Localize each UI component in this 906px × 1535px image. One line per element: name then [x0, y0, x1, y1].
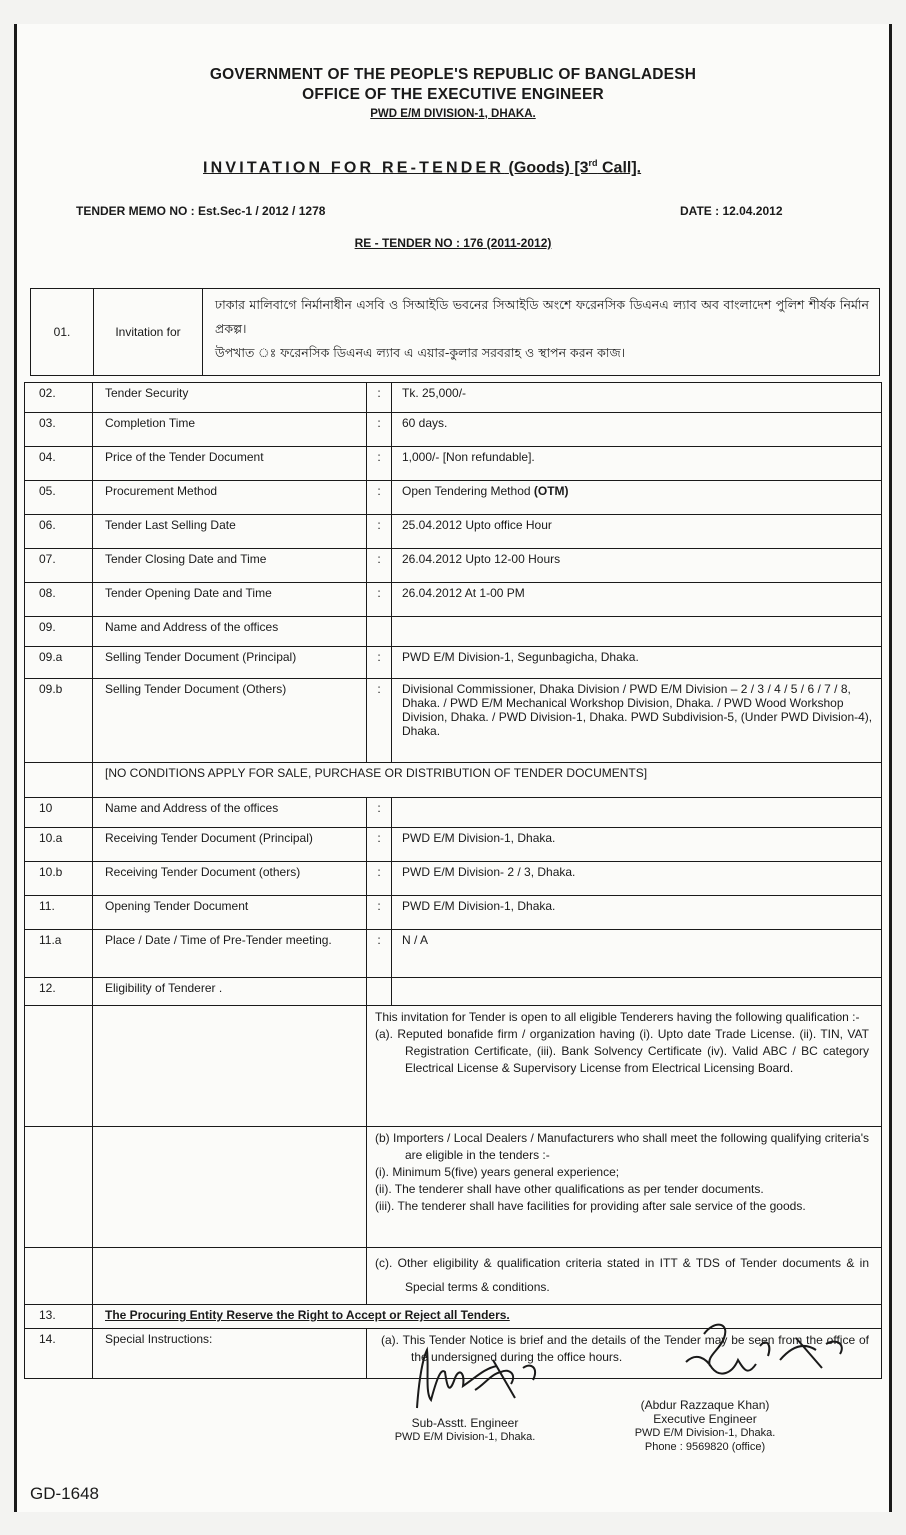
- row-label: Name and Address of the offices: [93, 617, 367, 647]
- row-number: 02.: [25, 383, 93, 413]
- row-colon: [367, 617, 392, 647]
- row-value: [392, 798, 882, 828]
- signature-block-right: [590, 1398, 820, 1454]
- row-value: 1,000/- [Non refundable].: [392, 447, 882, 481]
- qualification-a-text: (a). Reputed bonafide firm / organization having (i). Upto date Trade License. (ii). TIN, VAT Registration Certificate, (iii). Bank Solvency Certificate (iv). Valid ABC / BC category Electrical License & Supervisory License from Electrical Licensing Board.: [375, 1027, 869, 1075]
- detail-row: [25, 930, 882, 978]
- detail-row: [25, 549, 882, 583]
- invitation-text: [203, 289, 880, 376]
- row-value: PWD E/M Division-1, Dhaka.: [392, 896, 882, 930]
- row-colon: :: [367, 383, 392, 413]
- row-number: 10: [25, 798, 93, 828]
- detail-row: [25, 798, 882, 828]
- detail-row: [25, 679, 882, 763]
- row-number: 11.: [25, 896, 93, 930]
- row-label: Tender Closing Date and Time: [93, 549, 367, 583]
- detail-row: [25, 978, 882, 1006]
- detail-row: [25, 583, 882, 617]
- row-number: 09.b: [25, 679, 93, 763]
- detail-row: [25, 862, 882, 896]
- row-number: 12.: [25, 978, 93, 1006]
- row-label: Receiving Tender Document (Principal): [93, 828, 367, 862]
- title-main: INVITATION FOR RE-TENDER: [203, 159, 505, 177]
- row-value: 25.04.2012 Upto office Hour: [392, 515, 882, 549]
- row-number: 07.: [25, 549, 93, 583]
- invitation-project: ঢাকার মালিবাগে নির্মানাধীন এসবি ও সিআইডি ভবনের সিআইডি অংশে ফরেনসিক ডিএনএ ল্যাব অব বাংলাদেশ পুলিশ শীর্ষক নির্মান প্রকল্প।: [215, 297, 869, 336]
- row-value: Divisional Commissioner, Dhaka Division / PWD E/M Division – 2 / 3 / 4 / 5 / 6 / 7 / 8, Dhaka. / PWD E/M Mechanical Workshop Division, Dhaka. / PWD Wood Workshop Division, Dhaka. / PWD Division-1, Dhaka. PWD Subdivision-5, (Under PWD Division-4), Dhaka.: [392, 679, 882, 763]
- right-signatory-office: PWD E/M Division-1, Dhaka.: [634, 1427, 776, 1439]
- qualification-b2: (ii). The tenderer shall have other qualifications as per tender documents.: [375, 1182, 764, 1196]
- row-14-no: 14.: [25, 1329, 93, 1379]
- no-conditions-text: [NO CONDITIONS APPLY FOR SALE, PURCHASE OR DISTRIBUTION OF TENDER DOCUMENTS]: [93, 763, 882, 798]
- no-conditions-row: [25, 763, 882, 798]
- qualification-b-text: (b) Importers / Local Dealers / Manufacturers who shall meet the following qualifying criteria's are eligible in the tenders :-: [375, 1131, 869, 1162]
- row-value: Tk. 25,000/-: [392, 383, 882, 413]
- row-number: 04.: [25, 447, 93, 481]
- row-label: Name and Address of the offices: [93, 798, 367, 828]
- tender-details-table: [24, 382, 882, 1379]
- detail-row: [25, 896, 882, 930]
- row-value: N / A: [392, 930, 882, 978]
- qualification-b1: (i). Minimum 5(five) years general experience;: [375, 1165, 620, 1179]
- row-value: [392, 978, 882, 1006]
- row-value: 26.04.2012 At 1-00 PM: [392, 583, 882, 617]
- row-colon: :: [367, 413, 392, 447]
- row-label: Opening Tender Document: [93, 896, 367, 930]
- qual-row-c: [25, 1248, 882, 1305]
- detail-row: [25, 481, 882, 515]
- title-call: Call].: [597, 159, 642, 177]
- invitation-label: Invitation for: [94, 289, 203, 376]
- row-label: Procurement Method: [93, 481, 367, 515]
- invitation-table: [30, 288, 880, 376]
- qualification-b: [367, 1127, 882, 1248]
- row-13-text: The Procuring Entity Reserve the Right to Accept or Reject all Tenders.: [93, 1305, 882, 1329]
- row-number: 06.: [25, 515, 93, 549]
- row-number: 05.: [25, 481, 93, 515]
- row-number: 08.: [25, 583, 93, 617]
- left-signatory-title: Sub-Asstt. Engineer: [411, 1416, 519, 1430]
- invitation-no: 01.: [31, 289, 94, 376]
- row-colon: :: [367, 862, 392, 896]
- invitation-subsector: উপখাত ঃ ফরেনসিক ডিএনএ ল্যাব এ এয়ার-কুলার সরবরাহ ও স্থাপন করন কাজ।: [215, 345, 626, 360]
- qual-row-b: [25, 1127, 882, 1248]
- row-label: Tender Security: [93, 383, 367, 413]
- row-number: 09.: [25, 617, 93, 647]
- title-goods: (Goods) [3: [508, 159, 589, 177]
- row-value: [392, 617, 882, 647]
- row-colon: :: [367, 896, 392, 930]
- row-number: 09.a: [25, 647, 93, 679]
- right-signatory-title: Executive Engineer: [653, 1412, 757, 1426]
- detail-row: [25, 413, 882, 447]
- detail-row: [25, 828, 882, 862]
- qualification-c: [367, 1248, 882, 1305]
- document-title: [203, 158, 641, 177]
- row-colon: :: [367, 679, 392, 763]
- left-signatory-office: PWD E/M Division-1, Dhaka.: [394, 1431, 536, 1443]
- row-number: 10.a: [25, 828, 93, 862]
- row-colon: :: [367, 647, 392, 679]
- row-14-label: Special Instructions:: [93, 1329, 367, 1379]
- row-14-text: (a). This Tender Notice is brief and the details of the Tender may be seen from the office of the undersigned during the office hours.: [381, 1333, 869, 1364]
- row-colon: :: [367, 549, 392, 583]
- qualification-intro: This invitation for Tender is open to all eligible Tenderers having the following qualification :-: [375, 1010, 860, 1024]
- row-number: 10.b: [25, 862, 93, 896]
- row-value: PWD E/M Division- 2 / 3, Dhaka.: [392, 862, 882, 896]
- row-colon: :: [367, 447, 392, 481]
- row-label: Place / Date / Time of Pre-Tender meeting.: [93, 930, 367, 978]
- row-value: 60 days.: [392, 413, 882, 447]
- row-label: Completion Time: [93, 413, 367, 447]
- right-signatory-phone: Phone : 9569820 (office): [644, 1441, 766, 1453]
- right-signatory-name: (Abdur Razzaque Khan): [640, 1398, 770, 1412]
- header-government: GOVERNMENT OF THE PEOPLE'S REPUBLIC OF BANGLADESH: [209, 66, 697, 83]
- detail-row: [25, 617, 882, 647]
- row-label: Receiving Tender Document (others): [93, 862, 367, 896]
- qual-row-a: [25, 1006, 882, 1127]
- signature-left: [405, 1338, 555, 1418]
- row-colon: :: [367, 583, 392, 617]
- row-colon: [367, 978, 392, 1006]
- detail-row: [25, 447, 882, 481]
- invitation-row: [31, 289, 880, 376]
- signature-block-left: [360, 1416, 570, 1444]
- row-colon: :: [367, 481, 392, 515]
- header-division: PWD E/M DIVISION-1, DHAKA.: [370, 108, 536, 120]
- row-13-no: 13.: [25, 1305, 93, 1329]
- row-number: 11.a: [25, 930, 93, 978]
- row-colon: :: [367, 798, 392, 828]
- row-label: Selling Tender Document (Others): [93, 679, 367, 763]
- tender-memo: TENDER MEMO NO : Est.Sec-1 / 2012 / 1278: [76, 204, 326, 218]
- row-label: Tender Last Selling Date: [93, 515, 367, 549]
- qualification-b3: (iii). The tenderer shall have facilities for providing after sale service of the goods.: [375, 1199, 806, 1213]
- row-value: Open Tendering Method (OTM): [392, 481, 882, 515]
- memo-date: DATE : 12.04.2012: [680, 204, 783, 218]
- row-label: Price of the Tender Document: [93, 447, 367, 481]
- detail-row: [25, 383, 882, 413]
- row-value: 26.04.2012 Upto 12-00 Hours: [392, 549, 882, 583]
- detail-row: [25, 647, 882, 679]
- header-office: OFFICE OF THE EXECUTIVE ENGINEER: [302, 86, 604, 103]
- row-value: PWD E/M Division-1, Segunbagicha, Dhaka.: [392, 647, 882, 679]
- row-label: Selling Tender Document (Principal): [93, 647, 367, 679]
- row-colon: :: [367, 828, 392, 862]
- row-number: 03.: [25, 413, 93, 447]
- qualification-c-text: (c). Other eligibility & qualification criteria stated in ITT & TDS of Tender documents & in Special terms & conditions.: [375, 1256, 869, 1294]
- row-value: PWD E/M Division-1, Dhaka.: [392, 828, 882, 862]
- row-colon: :: [367, 515, 392, 549]
- detail-row: [25, 515, 882, 549]
- row-label: Eligibility of Tenderer .: [93, 978, 367, 1006]
- row-colon: :: [367, 930, 392, 978]
- title-sup: rd: [588, 158, 598, 168]
- qualification-a: [367, 1006, 882, 1127]
- footer-code: GD-1648: [30, 1484, 99, 1503]
- retender-number: RE - TENDER NO : 176 (2011-2012): [354, 236, 552, 250]
- signature-right: [676, 1316, 856, 1400]
- row-label: Tender Opening Date and Time: [93, 583, 367, 617]
